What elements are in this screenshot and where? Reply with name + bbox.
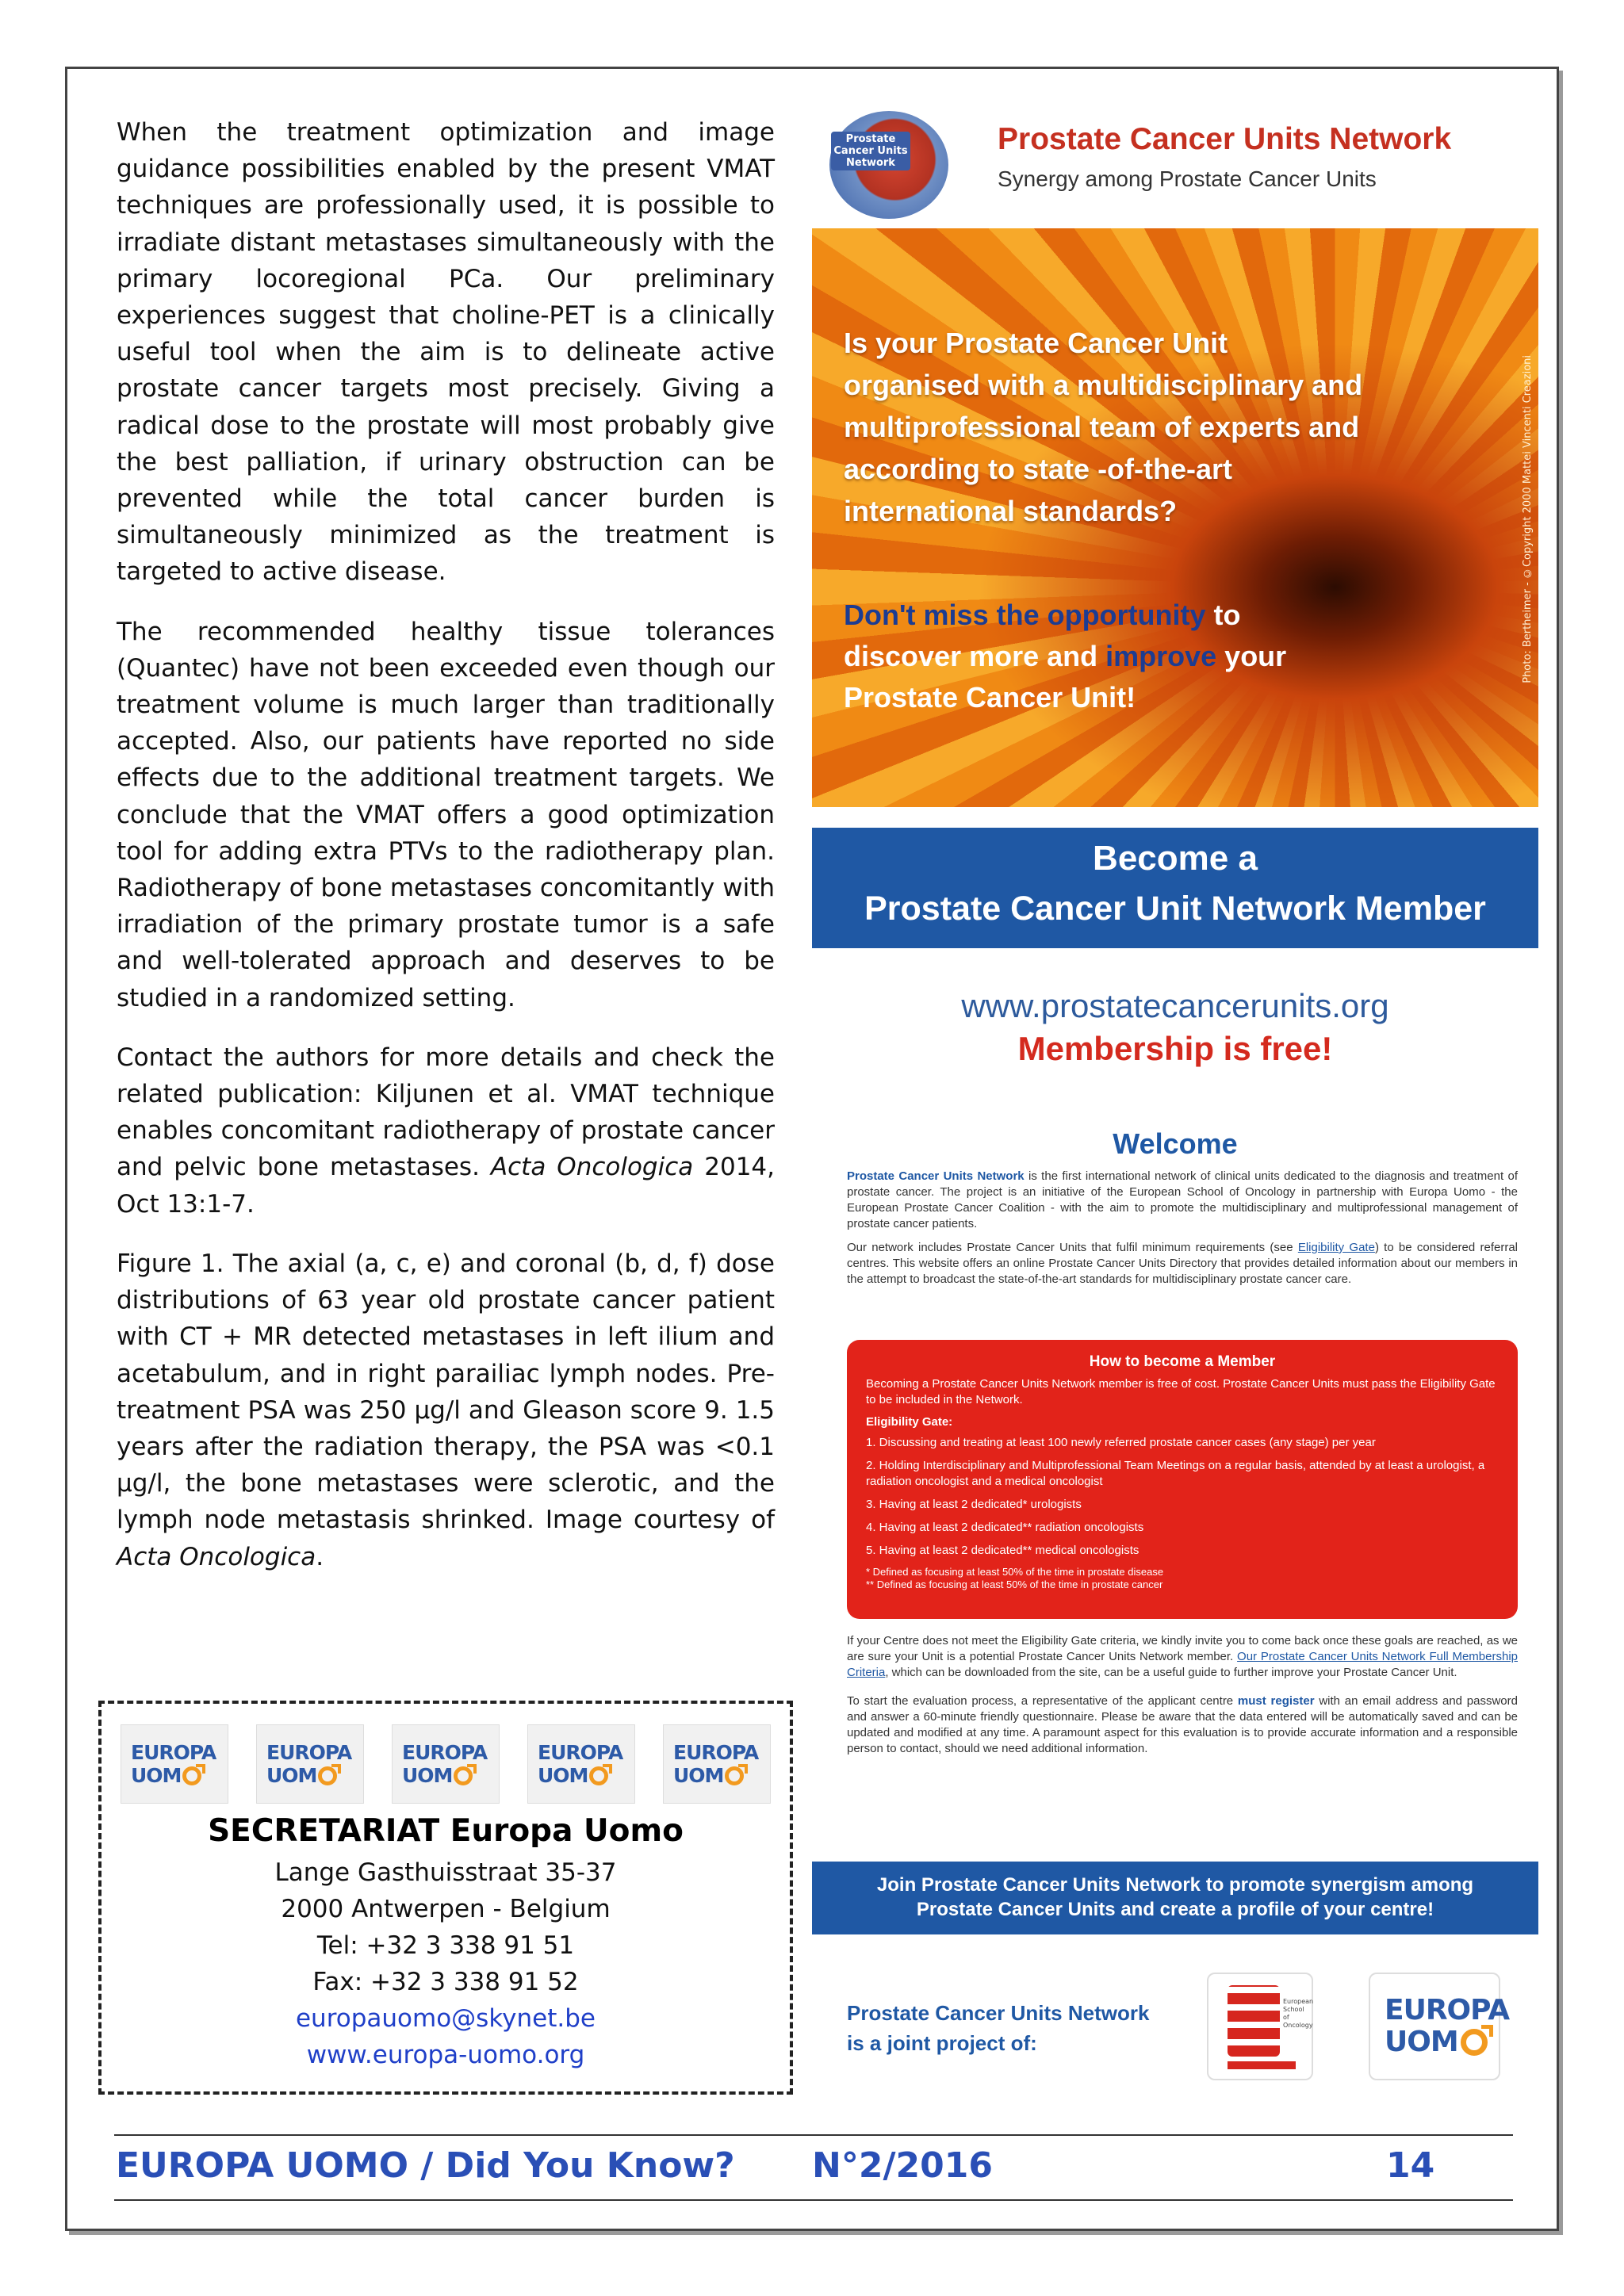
welcome-paragraph-2: Our network includes Prostate Cancer Units that fulfil minimum requirements (see Eligibility Gate) to be considered referral centres. This website offers an online Prostate Cancer Units Directory that provides detailed information about our members in the attempt to broadcast the state-of-the-art standards for multidisciplinary prostate cancer care. — [847, 1241, 1518, 1286]
paragraph-2: The recommended healthy tissue tolerances (Quantec) have not been exceeded even though our treatment volume is much larger than traditionally accepted. Also, our patients have reported no side effects due to the additional treatment targets. We conclude that the VMAT offers a good optimization tool for adding extra PTVs to the radiotherapy plan. Radiotherapy of bone metastases concomitantly with irradiation of the primary prostate tumor is a safe and well-tolerated approach and deserves to be studied in a randomized setting. — [117, 617, 775, 1012]
eligibility-gate-label: Eligibility Gate: — [866, 1415, 953, 1429]
criteria-item: 2. Holding Interdisciplinary and Multiprofessional Team Meetings on a regular basis, attended by at least a urologist, a radiation oncologist and a medical oncologist — [866, 1459, 1485, 1488]
membership-criteria-link[interactable]: Our Prostate Cancer Units Network Full Membership Criteria — [847, 1650, 1518, 1679]
phone-number: Tel: +32 3 338 91 51 — [316, 1931, 575, 1960]
photo-credit: Photo: Bertheimer - ©Copyright 2000 Mattei Vincenti Creazioni — [1522, 355, 1534, 683]
europa-uomo-logo: EUROPA UOM — [663, 1724, 771, 1804]
flyer-header — [812, 89, 1538, 228]
network-title: Prostate Cancer Units Network — [998, 122, 1452, 156]
criteria-item: 1. Discussing and treating at least 100 newly referred prostate cancer cases (any stage) per year — [866, 1436, 1376, 1449]
promo-call-to-action: Don't miss the opportunity to discover more and improve your Prostate Cancer Unit! — [844, 599, 1287, 714]
secretariat-contact — [102, 1854, 790, 2073]
criteria-note: ** Defined as focusing at least 50% of the time in prostate cancer — [866, 1578, 1163, 1590]
eligibility-gate-link[interactable]: Eligibility Gate — [1297, 1241, 1375, 1254]
website-link[interactable]: www.europa-uomo.org — [306, 2041, 585, 2069]
issue-number: N°2/2016 — [812, 2145, 993, 2186]
network-subtitle: Synergy among Prostate Cancer Units — [998, 166, 1377, 191]
footer-title: EUROPA UOMO / Did You Know? — [116, 2145, 735, 2186]
eso-text: European School of Oncology — [1283, 1998, 1314, 2029]
secretariat-box — [98, 1701, 793, 2095]
join-line-2: Prostate Cancer Units and create a profile of your centre! — [916, 1899, 1434, 1920]
paragraph-1: When the treatment optimization and image guidance possibilities enabled by the present VMAT techniques are professionally used, it is possible to irradiate distant metastases simultaneously with the primary locoregional PCa. Our preliminary experiences suggest that choline-PET is a clinically useful tool when the aim is to delineate active prostate cancer targets most precisely. Giving a radical dose to the prostate will most probably give the best palliation, if urinary obstruction can be prevented while the total cancer burden is simultaneously minimized as the treatment is targeted to active disease. — [117, 118, 775, 587]
eso-mark-icon — [1228, 1985, 1280, 2057]
become-line-1: Become a — [1093, 839, 1258, 878]
welcome-heading: Welcome — [1113, 1127, 1238, 1160]
caption-end: . — [316, 1542, 324, 1571]
welcome-paragraph-1: Prostate Cancer Units Network is the first international network of clinical units dedicated to the diagnosis and treatment of prostate cancer. The project is an initiative of the European School of Oncology in partnership with Europa Uomo - the European Prostate Cancer Coalition - with the aim to promote the multidisciplinary and multiprofessional management of prostate cancer patients. — [847, 1169, 1518, 1230]
criteria-item: 5. Having at least 2 dedicated** medical oncologists — [866, 1544, 1139, 1557]
contact-text: Contact the authors for more details and check the related publication: Kiljunen et al. VMAT technique enables concomitant radiotherapy of prostate cancer and pelvic bone metastases. — [117, 1043, 775, 1182]
contact-citation: 2014, Oct 13:1-7. — [117, 1153, 776, 1219]
register-link[interactable]: must register — [1237, 1694, 1315, 1708]
journal-name: Acta Oncologica — [490, 1153, 694, 1182]
criteria-item: 4. Having at least 2 dedicated** radiation oncologists — [866, 1521, 1144, 1534]
europa-uomo-logo-large: EUROPA UOM — [1369, 1973, 1500, 2080]
joint-project-text: Prostate Cancer Units Network is a joint project of: — [847, 2001, 1150, 2055]
europa-uomo-logo: EUROPA UOM — [121, 1724, 228, 1804]
eso-logo — [1207, 1973, 1313, 2080]
become-line-2: Prostate Cancer Unit Network Member — [864, 890, 1486, 928]
logo-row — [121, 1724, 771, 1804]
caption-text: Figure 1. The axial (a, c, e) and coronal (b, d, f) dose distributions of 63 year old prostate cancer patient with CT + MR detected metastases in left ilium and acetabulum, and in right parailiac lymph nodes. Pre-treatment PSA was 250 µg/l and Gleason score 9. 1.5 years after the radiation therapy, the PSA was <0.1 µg/l, the bone metastases were sclerotic, and the lymph node metastasis shrinked. Image courtesy of — [117, 1249, 775, 1535]
criteria-item: 3. Having at least 2 dedicated* urologists — [866, 1498, 1082, 1511]
promo-question: Is your Prostate Cancer Unit organised with a multidisciplinary and multiprofessional team of experts and according to state -of-the-art international standards? — [844, 327, 1363, 527]
become-member-banner — [812, 828, 1538, 948]
europa-uomo-logo: EUROPA UOM — [392, 1724, 500, 1804]
article-text — [117, 114, 775, 1598]
promo-banner — [812, 228, 1538, 807]
join-line-1: Join Prostate Cancer Units Network to promote synergism among — [876, 1874, 1474, 1896]
join-banner — [812, 1862, 1538, 1934]
figure-caption — [117, 1246, 775, 1575]
membership-intro: Becoming a Prostate Cancer Units Network member is free of cost. Prostate Cancer Units must pass the Eligibility Gate to be included in the Network. — [866, 1377, 1496, 1406]
paragraph-contact — [117, 1039, 775, 1223]
membership-box-title: How to become a Member — [1089, 1353, 1276, 1370]
address-line-2: 2000 Antwerpen - Belgium — [281, 1895, 611, 1923]
fax-number: Fax: +32 3 338 91 52 — [312, 1968, 579, 1996]
membership-box — [847, 1340, 1518, 1619]
secretariat-title: SECRETARIAT Europa Uomo — [208, 1813, 684, 1849]
journal-name: Acta Oncologica — [117, 1542, 316, 1571]
welcome-paragraph-4: To start the evaluation process, a representative of the applicant centre must register with an email address and password and answer a 60-minute friendly questionnaire. Please be aware that the data entered will be automatically saved and can be updated and modified at any time. A paramount aspect for this evaluation is to provide accurate information and a responsible person to contact, should we need additional information. — [847, 1694, 1518, 1755]
email-link[interactable]: europauomo@skynet.be — [295, 2004, 596, 2033]
criteria-note: * Defined as focusing at least 50% of the time in prostate disease — [866, 1566, 1164, 1578]
address-line-1: Lange Gasthuisstraat 35-37 — [274, 1858, 617, 1887]
network-url[interactable]: www.prostatecancerunits.org — [961, 987, 1389, 1024]
eso-footer-bar — [1228, 2061, 1296, 2069]
europa-uomo-logo: EUROPA UOM — [256, 1724, 364, 1804]
page-footer — [114, 2134, 1513, 2201]
europa-uomo-logo: EUROPA UOM — [527, 1724, 635, 1804]
membership-free: Membership is free! — [1017, 1030, 1333, 1067]
welcome-paragraph-3: If your Centre does not meet the Eligibility Gate criteria, we kindly invite you to come back once these goals are reached, as we are sure your Unit is a potential Prostate Cancer Units Network member. Our Prostate Cancer Units Network Full Membership Criteria, which can be downloaded from the site, can be a useful guide to further improve your Prostate Cancer Unit. — [847, 1634, 1518, 1679]
pcun-flyer — [812, 89, 1538, 2115]
badge-label: Prostate Cancer Units Network — [831, 132, 910, 170]
page-number: 14 — [1386, 2145, 1435, 2186]
